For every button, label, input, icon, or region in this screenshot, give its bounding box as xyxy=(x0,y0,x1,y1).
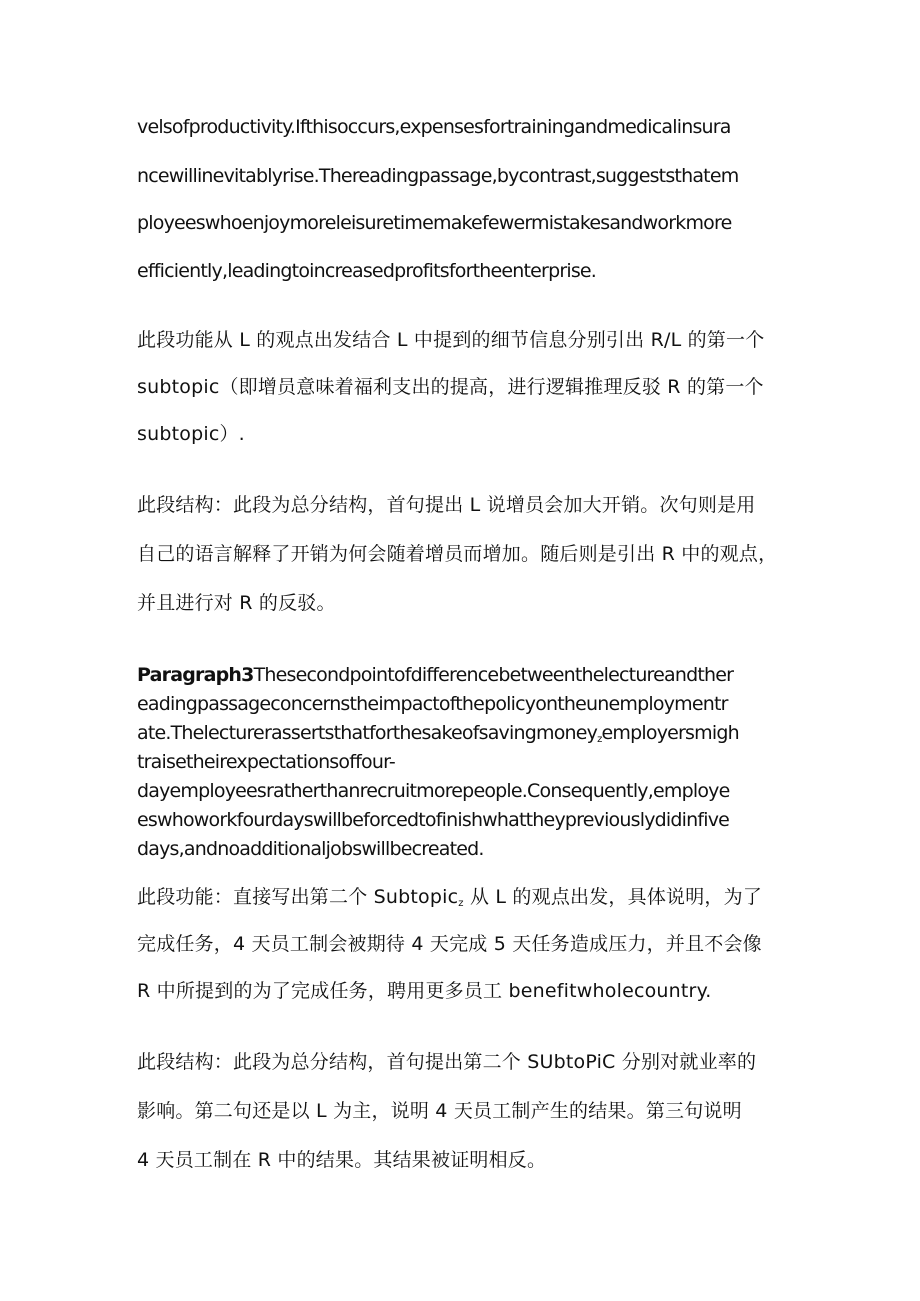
text-segment: 从 L 的观点出发，具体说明，为了 xyxy=(463,886,763,908)
text-line: traisetheirexpectationsoffour- xyxy=(137,751,395,773)
text-line: efficiently,leadingtoincreasedprofitsfortheenterprise. xyxy=(137,260,597,282)
text-line: velsofproductivity.Ifthisoccurs,expensesfortrainingandmedicalinsura xyxy=(137,116,731,138)
note-line: 此段功能从 L 的观点出发结合 L 中提到的细节信息分别引出 R/L 的第一个 xyxy=(137,329,765,351)
text-segment: employersmigh xyxy=(601,722,739,744)
paragraph-3-first-line xyxy=(137,664,787,686)
note-line: 并且进行对 R 的反驳。 xyxy=(137,592,336,614)
note-line: 完成任务，4 天员工制会被期待 4 天完成 5 天任务造成压力，并且不会像 xyxy=(137,933,762,955)
text-line: dayemployeesratherthanrecruitmorepeople.Consequently,employe xyxy=(137,780,730,802)
note-line: 4 天员工制在 R 中的结果。其结果被证明相反。 xyxy=(137,1149,547,1171)
note-line: subtopic（即增员意味着福利支出的提高，进行逻辑推理反驳 R 的第一个 xyxy=(137,376,764,398)
text-segment: Thesecondpointofdifferencebetweenthelectureandther xyxy=(253,664,734,686)
text-segment: ate.Thelecturerassertsthatforthesakeofsavingmoney xyxy=(137,722,598,744)
text-line: eadingpassageconcernstheimpactofthepolicyontheunemploymentr xyxy=(137,693,728,715)
note-line: 自己的语言解释了开销为何会随着增员而增加。随后则是引出 R 中的观点， xyxy=(137,543,778,565)
note-line: R 中所提到的为了完成任务，聘用更多员工 benefitwholecountry. xyxy=(137,980,712,1002)
text-line xyxy=(137,722,787,745)
text-segment: 此段功能：直接写出第二个 Subtopic xyxy=(137,886,459,908)
subscript-mark: z xyxy=(458,898,464,909)
subscript-mark: z xyxy=(597,734,602,745)
text-line: eswhoworkfourdayswillbeforcedtofinishwhattheypreviouslydidinfive xyxy=(137,809,730,831)
note-line: 此段结构：此段为总分结构，首句提出 L 说增员会加大开销。次句则是用 xyxy=(137,494,756,516)
text-line: ncewillinevitablyrise.Thereadingpassage,bycontrast,suggeststhatem xyxy=(137,165,739,187)
text-line: days,andnoadditionaljobswillbecreated. xyxy=(137,838,484,860)
note-line: subtopic）. xyxy=(137,423,245,445)
note-line xyxy=(137,882,787,909)
paragraph-label: Paragraph3 xyxy=(137,664,254,686)
note-line: 影响。第二句还是以 L 为主，说明 4 天员工制产生的结果。第三句说明 xyxy=(137,1100,742,1122)
text-line: ployeeswhoenjoymoreleisuretimemakefewermistakesandworkmore xyxy=(137,212,732,234)
note-line: 此段结构：此段为总分结构，首句提出第二个 SUbtoPiC 分别对就业率的 xyxy=(137,1051,757,1073)
